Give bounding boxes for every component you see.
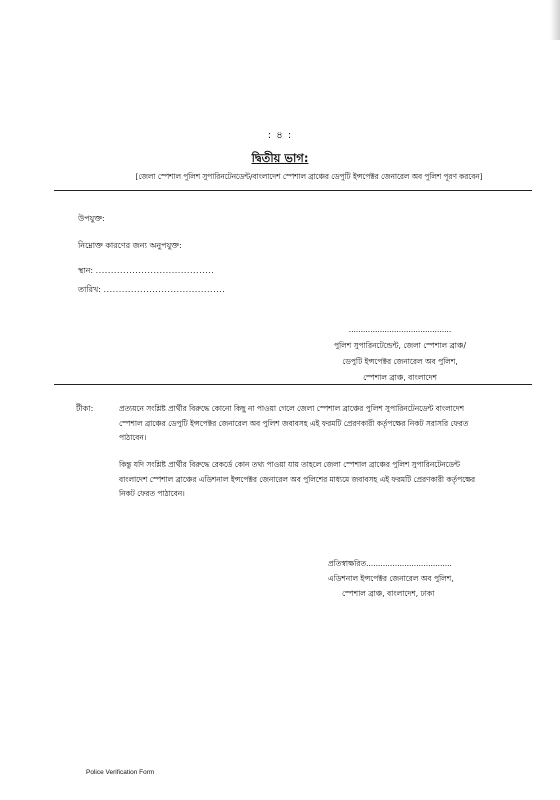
attestation-first-line bbox=[328, 556, 508, 571]
signature-line-3: স্পেশাল ব্রাঞ্চ, বাংলাদেশ bbox=[363, 373, 437, 382]
attestation-label: প্রতিস্বাক্ষরিত bbox=[328, 559, 367, 568]
unsuitable-label: নিম্নোক্ত কারণের জন্য অনুপযুক্ত: bbox=[78, 241, 182, 250]
page-number: : ৪ : bbox=[267, 130, 293, 141]
part-subtitle: [জেলা স্পেশাল পুলিশ সুপারিনটেনডেন্ট/বাংলাদেশ স্পেশাল ব্রাঞ্চের ডেপুটি ইন্সপেক্টর জেনারেল অব পুলিশ পূরণ করবেন] bbox=[135, 172, 483, 181]
middle-divider bbox=[54, 384, 532, 385]
unsuitable-field bbox=[78, 240, 182, 253]
signature-block bbox=[300, 322, 500, 386]
top-divider bbox=[54, 190, 532, 191]
note-paragraph-2: কিন্তু যদি সংশ্লিষ্ট প্রার্থীর বিরুদ্ধে রেকর্ডে কোন তথ্য পাওয়া যায় তাহলে জেলা স্পেশাল ব্রাঞ্চের পুলিশ সুপারিনটেনডেন্ট বাংলাদেশ স্পেশাল ব্রাঞ্চের এডিশনাল ইন্সপেক্টর জেনারেল অব পুলিশের মাধ্যমে জবাবসহ এই ফরমটি প্রেরণকারী কর্তৃপক্ষের নিকট ফেরত পাঠাবেন। bbox=[119, 460, 476, 498]
note-paragraph-1: প্রত্যয়নে সংশ্লিষ্ট প্রার্থীর বিরুদ্ধে কোনো কিছু না পাওয়া গেলে জেলা স্পেশাল ব্রাঞ্চের পুলিশ সুপারিনটেনডেন্ট বাংলাদেশ স্পেশাল ব্রাঞ্চের ডেপুটি ইন্সপেক্টর জেনারেল অব পুলিশ জবাবসহ এই ফরমটি প্রেরণকারী কর্তৃপক্ষের নিকট সরাসরি ফেরত পাঠাবেন। bbox=[119, 404, 469, 442]
place-field bbox=[78, 265, 214, 278]
suitable-label: উপযুক্ত: bbox=[78, 214, 105, 223]
signature-line-1: পুলিশ সুপারিনটেন্ডেন্ট, জেলা স্পেশাল ব্রাঞ্চ/ bbox=[333, 341, 467, 350]
attestation-block bbox=[328, 556, 508, 601]
attestation-dots: .................................... bbox=[366, 559, 452, 568]
attestation-line-2: স্পেশাল ব্রাঞ্চ, বাংলাদেশ, ঢাকা bbox=[342, 589, 435, 598]
suitable-field bbox=[78, 213, 105, 226]
date-field bbox=[78, 284, 225, 297]
place-dots: ....................................... bbox=[95, 266, 215, 275]
signature-line-2: ডেপুটি ইন্সপেক্টর জেনারেল অব পুলিশ, bbox=[342, 357, 458, 366]
attestation-line-1: এডিশনাল ইন্সপেক্টর জেনারেল অব পুলিশ, bbox=[328, 574, 454, 583]
place-label: স্থান: bbox=[78, 266, 94, 275]
part-title: দ্বিতীয় ভাগ: bbox=[251, 151, 309, 165]
signature-dots: ........................................... bbox=[348, 325, 452, 334]
page-edge-shadow bbox=[550, 0, 560, 40]
footer-form-name: Police Verification Form bbox=[86, 769, 155, 776]
note-label: টীকা: bbox=[76, 404, 94, 413]
date-dots: ........................................ bbox=[103, 285, 226, 294]
date-label: তারিখ: bbox=[78, 285, 101, 294]
